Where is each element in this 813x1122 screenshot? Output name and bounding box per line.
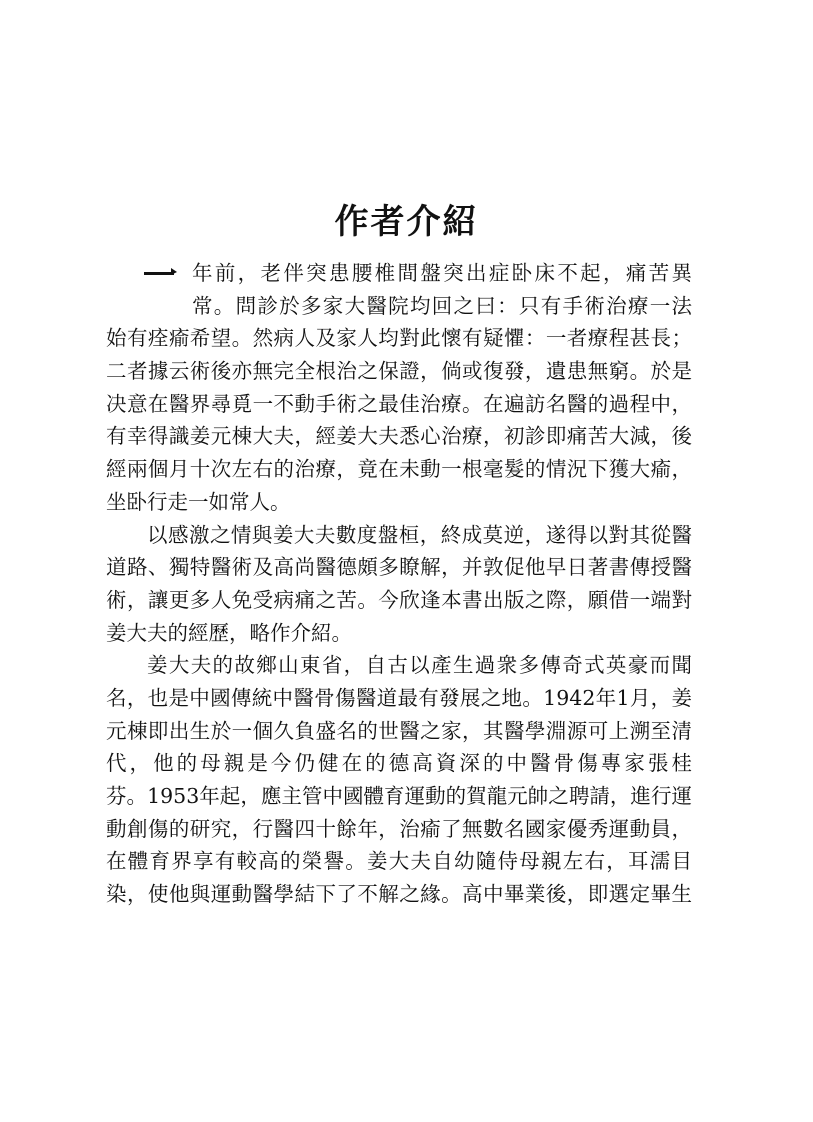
text-line: 坐卧行走一如常人。 (106, 489, 291, 514)
drop-cap-ornament (144, 272, 174, 275)
text-line: 道路、獨特醫術及高尚醫德頗多瞭解，并敦促他早日著書傳授醫 (106, 555, 692, 580)
text-line: 染，使他與運動醫學結下了不解之緣。高中畢業後，即選定畢生 (106, 882, 692, 907)
text-line: 代，他的母親是今仍健在的德高資深的中醫骨傷專家張桂 (106, 751, 692, 776)
page-title: 作者介紹 (334, 202, 479, 242)
article-body (106, 257, 692, 911)
text-line: 年前，老伴突患腰椎間盤突出症卧床不起，痛苦異 (106, 257, 692, 290)
text-line: 術，讓更多人免受病痛之苦。今欣逢本書出版之際，願借一端對 (106, 587, 692, 612)
text-line: 動創傷的研究，行醫四十餘年，治瘉了無數名國家優秀運動員， (106, 816, 692, 841)
text-line: 二者據云術後亦無完全根治之保證，倘或復發，遺患無窮。於是 (106, 359, 692, 384)
text-line: 常。問診於多家大醫院均回之曰：只有手術治療一法 (192, 293, 692, 318)
text-line: 姜大夫的故鄉山東省，自古以產生過衆多傳奇式英豪而聞 (147, 653, 692, 678)
text-line: 元棟即出生於一個久負盛名的世醫之家，其醫學淵源可上溯至清 (106, 718, 692, 743)
text-line: 姜大夫的經歷，略作介紹。 (106, 620, 352, 645)
text-line: 始有痊瘉希望。然病人及家人均對此懷有疑懼：一者療程甚長； (106, 326, 692, 351)
text-line: 以感激之情與姜大夫數度盤桓，終成莫逆，遂得以對其從醫 (147, 522, 692, 547)
text-line: 芬。1953年起，應主管中國體育運動的賀龍元帥之聘請，進行運 (106, 784, 692, 808)
text-line: 在體育界享有較高的榮譽。姜大夫自幼隨侍母親左右，耳濡目 (106, 849, 692, 874)
text-line: 名，也是中國傳統中醫骨傷醫道最有發展之地。1942年1月，姜 (106, 685, 692, 710)
text-line: 决意在醫界尋覓一不動手術之最佳治療。在遍訪名醫的過程中， (106, 391, 692, 416)
text-line: 經兩個月十次左右的治療，竟在未動一根毫髮的情況下獲大瘉， (106, 457, 692, 482)
text-line: 有幸得識姜元棟大夫，經姜大夫悉心治療，初診即痛苦大減，後 (106, 424, 692, 449)
